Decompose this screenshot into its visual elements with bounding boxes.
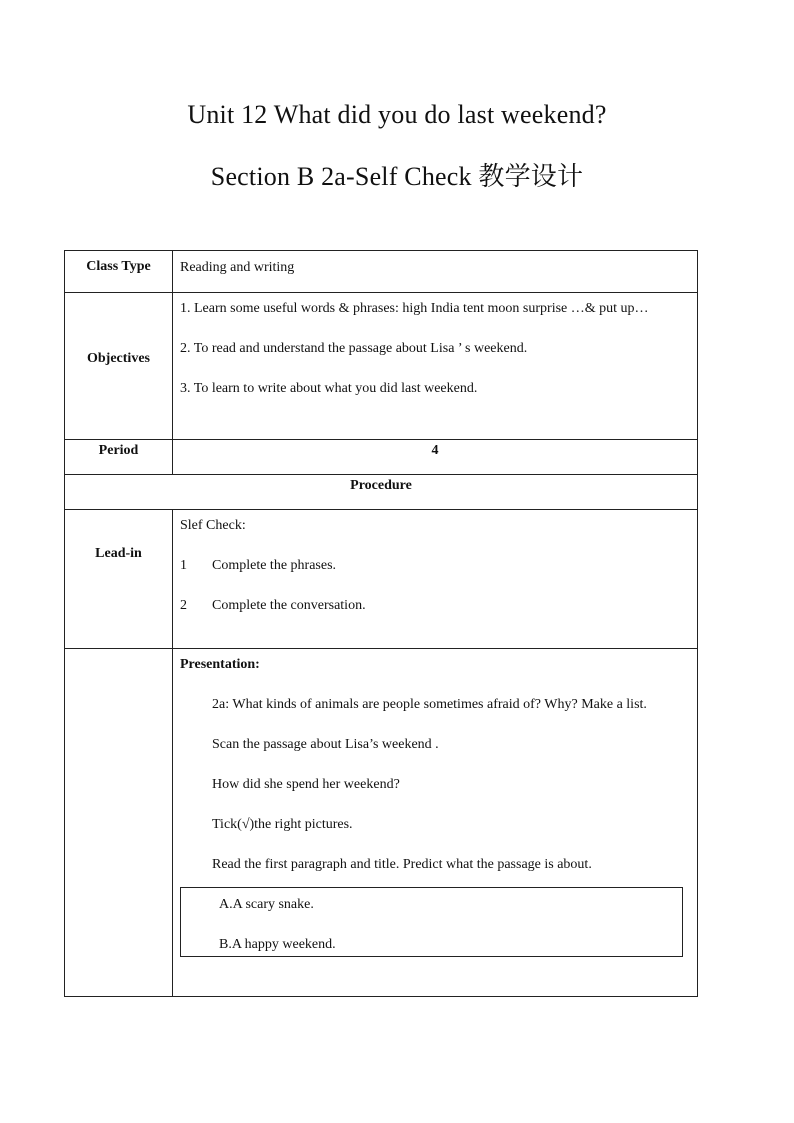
document-subtitle: Section B 2a-Self Check 教学设计 xyxy=(210,162,584,191)
class-type-label: Class Type xyxy=(86,259,151,274)
objectives-list-cell xyxy=(173,293,698,440)
document-title: Unit 12 What did you do last weekend? xyxy=(187,100,607,129)
prediction-option: A.A scary snake. xyxy=(219,897,314,912)
class-type-value: Reading and writing xyxy=(180,260,295,275)
class-type-row xyxy=(65,251,698,293)
procedure-row xyxy=(65,475,698,510)
presentation-content-cell xyxy=(173,649,698,997)
objective-item: 3. To learn to write about what you did last weekend. xyxy=(180,381,478,396)
objectives-label: Objectives xyxy=(87,351,150,366)
lead-in-label: Lead-in xyxy=(95,546,142,561)
lead-in-label-cell xyxy=(65,510,173,649)
lead-in-step xyxy=(180,593,689,619)
objectives-label-cell xyxy=(65,293,173,440)
step-text: Complete the phrases. xyxy=(212,558,337,573)
step-text: Complete the conversation. xyxy=(212,598,366,613)
objective-item: 2. To read and understand the passage about Lisa ’ s weekend. xyxy=(180,341,528,356)
period-label-cell xyxy=(65,440,173,475)
presentation-line: Read the first paragraph and title. Predict what the passage is about. xyxy=(212,857,592,872)
presentation-line: How did she spend her weekend? xyxy=(212,777,400,792)
step-number: 1 xyxy=(180,558,187,573)
prediction-option: B.A happy weekend. xyxy=(219,937,336,952)
period-label: Period xyxy=(98,443,139,458)
procedure-header: Procedure xyxy=(350,478,412,493)
lead-in-heading: Slef Check: xyxy=(180,518,246,533)
period-value: 4 xyxy=(431,443,439,458)
lead-in-row xyxy=(65,510,698,649)
presentation-line: 2a: What kinds of animals are people sometimes afraid of? Why? Make a list. xyxy=(212,697,647,712)
procedure-header-cell xyxy=(65,475,698,510)
lead-in-step xyxy=(180,553,689,579)
objective-item: 1. Learn some useful words & phrases: high India tent moon surprise …& put up… xyxy=(180,301,649,316)
period-row xyxy=(65,440,698,475)
presentation-heading: Presentation: xyxy=(180,657,260,672)
prediction-options-box xyxy=(180,887,683,957)
step-number: 2 xyxy=(180,598,187,613)
presentation-line: Tick(√)the right pictures. xyxy=(212,817,353,832)
presentation-label-cell xyxy=(65,649,173,997)
lead-in-content-cell xyxy=(173,510,698,649)
class-type-value-cell xyxy=(173,251,698,293)
presentation-line: Scan the passage about Lisa’s weekend . xyxy=(212,737,439,752)
class-type-label-cell xyxy=(65,251,173,293)
objectives-row xyxy=(65,293,698,440)
period-value-cell xyxy=(173,440,698,475)
lesson-plan-table xyxy=(64,250,698,997)
presentation-row xyxy=(65,649,698,997)
